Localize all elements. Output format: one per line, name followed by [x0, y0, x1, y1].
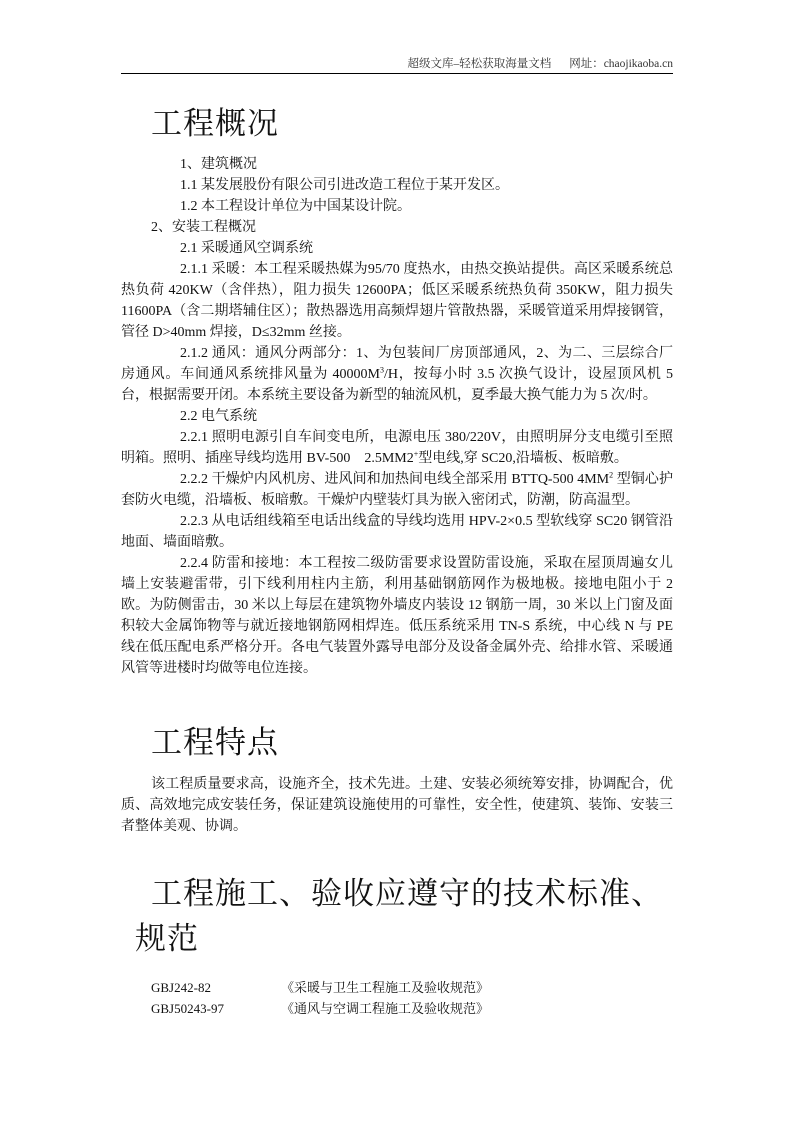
superscript: 3 — [379, 365, 384, 375]
standard-code: GBJ50243-97 — [151, 1001, 224, 1016]
item-building-overview: 1、建筑概况 — [180, 157, 257, 172]
page-header — [121, 57, 673, 74]
para-text: /H，按每小时 3.5 次换气设计，设屋顶风机 5 台，根据需要开闭。本系统主要设备为新型的轴流风机，夏季最大换气能力为 5 次/时。 — [121, 367, 673, 403]
header-site-text: 网址：chaojikaoba.cn — [569, 58, 673, 70]
item-1-1: 1.1 某发展股份有限公司引进改造工程位于某开发区。 — [180, 178, 509, 193]
para-features: 该工程质量要求高，设施齐全，技术先进。土建、安装必须统筹安排，协调配合，优质、高效地完成安装任务，保证建筑设施使用的可靠性，安全性，使建筑、装饰、安装三者整体美观、协调。 — [121, 777, 673, 834]
para-2-2-4-lightning: 2.2.4 防雷和接地：本工程按二级防雷要求设置防雷设施，采取在屋顶周遍女儿墙上安装避雷带，引下线利用柱内主筋，利用基础钢筋网作为极地极。接地电阻小于 2 欧。为防侧雷击，30 米以上每层在建筑物外墙皮内装设 12 钢筋一周，30 米以上门窗及面积较大金属饰物等与就近接地钢筋网相焊连。低压系统采用 TN-S 系统，中心线 N 与 PE 线在低压配电系严格分开。各电气装置外露导电部分及设备金属外壳、给排水管、采暖通风管等进楼时均做等电位连接。 — [121, 556, 673, 676]
para-2-1-2-ventilation — [121, 343, 673, 406]
standard-code: GBJ242-82 — [151, 980, 211, 995]
item-2-1: 2.1 采暖通风空调系统 — [180, 241, 313, 256]
standard-row — [151, 977, 489, 998]
superscript: + — [413, 449, 419, 459]
standard-name: 《采暖与卫生工程施工及验收规范》 — [281, 980, 490, 995]
standard-row — [151, 998, 489, 1019]
superscript: 2 — [609, 470, 614, 480]
para-2-2-1-lighting — [121, 427, 673, 469]
para-text: 型铜心护套防火电缆，沿墙板、板暗敷。干燥炉内壁装灯具为嵌入密闭式，防潮，防高温型。 — [121, 472, 674, 508]
para-text: 2.2.1 照明电源引自车间变电所，电源电压 380/220V，由照明屏分支电缆引至照明箱。照明、插座导线均选用 BV-500 2.5MM2 — [121, 430, 673, 466]
item-2-2-electrical: 2.2 电气系统 — [180, 409, 257, 424]
section-title-overview: 工程概况 — [151, 106, 279, 142]
section-title-features: 工程特点 — [151, 725, 279, 761]
section-title-standards: 工程施工、验收应遵守的技术标准、规范 — [135, 876, 663, 957]
para-2-2-2-dryer — [121, 469, 673, 511]
para-text: 型电线,穿 SC20,沿墙板、板暗敷。 — [418, 451, 628, 466]
para-2-2-3-telephone: 2.2.3 从电话组线箱至电话出线盒的导线均选用 HPV-2×0.5 型软线穿 SC20 钢管沿地面、墙面暗敷。 — [121, 514, 673, 550]
para-text: 2.2.2 干燥炉内风机房、进风间和加热间电线全部采用 BTTQ-500 4MM — [180, 472, 610, 487]
header-library-text: 超级文库–轻松获取海量文档 — [407, 58, 552, 70]
item-install-overview: 2、安装工程概况 — [151, 220, 256, 235]
standard-name: 《通风与空调工程施工及验收规范》 — [281, 1001, 490, 1016]
para-text: 2.1.2 通风：通风分两部分：1、为包装间厂房顶部通风，2、为二、三层综合厂房通风。车间通风系统排风量为 40000M — [121, 346, 673, 382]
item-1-2: 1.2 本工程设计单位为中国某设计院。 — [180, 199, 411, 214]
para-2-1-1-heating: 2.1.1 采暖：本工程采暖热媒为95/70 度热水，由热交换站提供。高区采暖系统总热负荷 420KW（含伴热），阻力损失 12600PA；低区采暖系统热负荷 350KW，阻力损失 11600PA（含二期塔辅住区）；散热器选用高频焊翅片管散热器，采暖管道采用焊接钢管，管径 D>40mm 焊接，D≤32mm 丝接。 — [121, 262, 673, 340]
